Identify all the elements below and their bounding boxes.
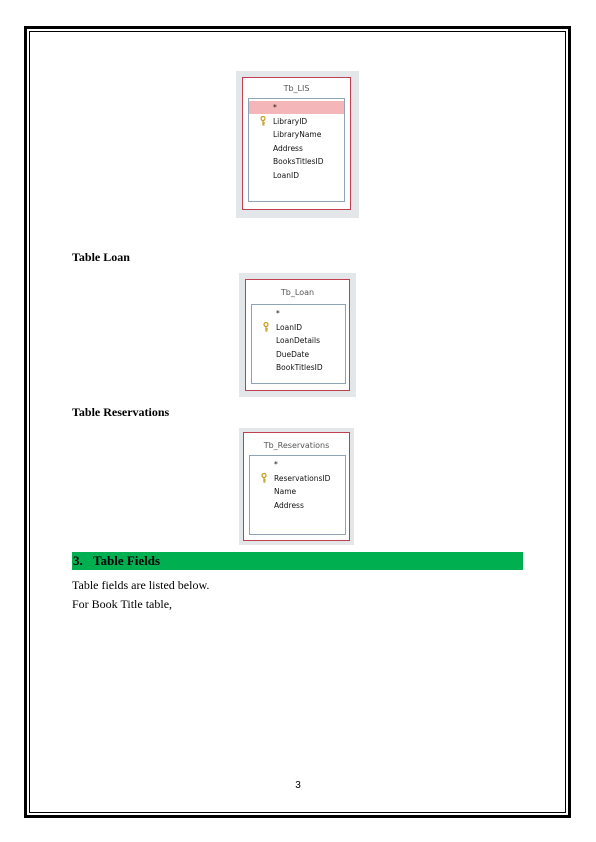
paragraph-book-title: For Book Title table, [72,597,173,611]
tb-reservations-diagram [239,428,354,545]
heading-table-loan: Table Loan [72,250,130,264]
field-name: Name [274,487,297,497]
tb-lis-window [242,77,351,210]
field-name: LoanID [273,171,299,180]
field-name: Address [273,143,303,153]
section-heading-bar [72,552,523,570]
tb-reservations-field-list [249,455,346,535]
field-row [250,485,345,498]
field-row [249,142,344,155]
tb-loan-window [245,279,350,391]
field-name: Address [274,500,304,510]
heading-table-reservations: Table Reservations [72,405,170,419]
tb-loan-field-list [251,304,346,384]
paragraph-fields-intro: Table fields are listed below. [72,578,210,592]
field-name: DueDate [276,349,310,359]
field-name: LoanID [276,322,302,332]
field-row [250,499,345,512]
section-number: 3. [73,553,83,568]
tb-reservations-window [243,432,350,541]
field-row [249,128,344,141]
field-name: ReservationsID [274,473,331,483]
section-title: Table Fields [93,553,161,568]
field-row [249,155,344,168]
tb-lis-title: Tb_LIS [283,84,310,93]
tb-lis-diagram [236,71,359,218]
tb-loan-title: Tb_Loan [280,288,315,297]
page-number: 3 [295,780,301,791]
field-row [252,307,345,320]
field-row [252,361,345,374]
field-row [249,101,344,114]
field-name: * [273,103,277,112]
primary-key-icon [263,322,269,332]
field-name: * [274,460,278,469]
field-row [250,472,345,485]
field-name: LibraryName [273,130,322,140]
field-row [250,458,345,471]
field-row [252,348,345,361]
field-row [252,321,345,334]
field-row [252,334,345,347]
primary-key-icon [261,473,267,483]
field-name: BookTitlesID [276,363,323,373]
field-name: * [276,309,280,318]
primary-key-icon [260,116,266,126]
tb-lis-field-list [248,98,345,202]
field-name: LoanDetails [276,336,320,346]
tb-loan-diagram [239,273,356,397]
field-row [249,169,344,182]
field-name: BooksTitlesID [273,157,324,167]
field-row [249,115,344,128]
field-name: LibraryID [273,116,308,126]
tb-reservations-title: Tb_Reservations [263,441,330,450]
